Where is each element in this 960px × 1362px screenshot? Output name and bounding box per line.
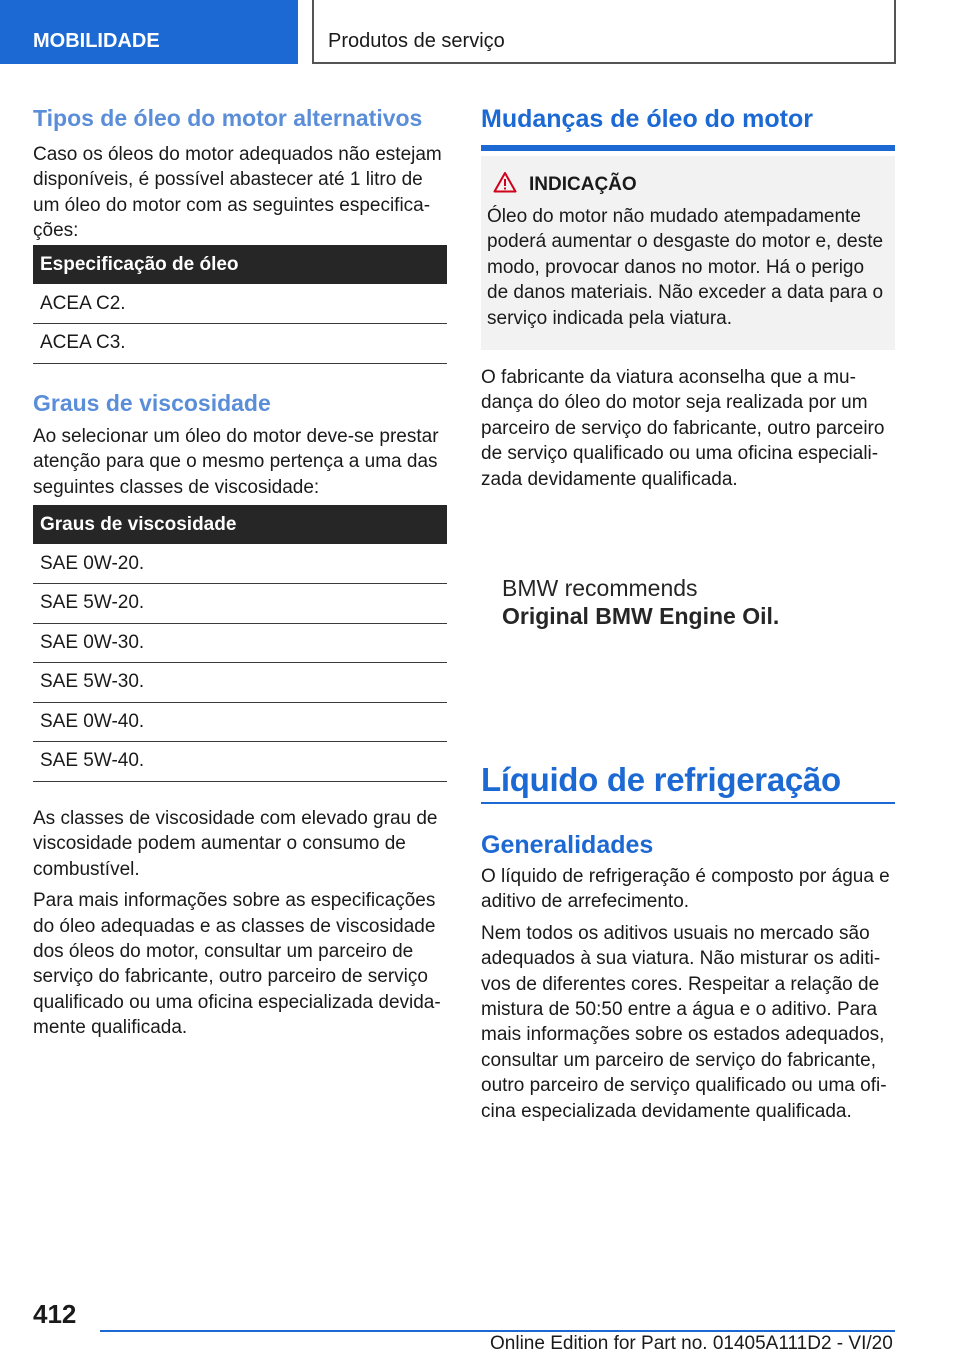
chapter-title: Produtos de serviço (312, 0, 896, 64)
oil-change-body-line: O fabricante da viatura aconselha que a mu‐ (481, 367, 856, 388)
viscosity-table (33, 505, 447, 782)
viscosity-para2-line: do óleo adequadas e as classes de viscosidade (33, 915, 436, 937)
page-number: 412 (33, 1299, 77, 1329)
coolant-para2-line: consultar um parceiro de serviço do fabricante, (481, 1049, 876, 1071)
oil-change-body-line: dança do óleo do motor seja realizada por um (481, 392, 868, 414)
note-line: Óleo do motor não mudado atempadamente (487, 206, 861, 227)
viscosity-para2-line: mente qualificada. (33, 1017, 188, 1039)
oil-change-section (481, 104, 895, 134)
viscosity-para2-line: qualificado ou uma oficina especializada devida‐ (33, 991, 441, 1013)
chapter-rule (481, 802, 895, 804)
footer-rule (100, 1330, 895, 1332)
note-line: serviço indicada pela viatura. (487, 307, 733, 329)
table-row: ACEA C3. (33, 324, 447, 364)
section-tab[interactable]: MOBILIDADE (0, 0, 298, 64)
generalities-heading: Generalidades (481, 831, 654, 859)
viscosity-para1-line: viscosidade podem aumentar o consumo de (33, 833, 406, 855)
coolant-para2-line: Nem todos os aditivos usuais no mercado são (481, 922, 870, 944)
alt-oils-intro-line: Caso os óleos do motor adequados não estejam (33, 144, 442, 165)
viscosity-para2-line: dos óleos do motor, consultar um parceiro de (33, 941, 414, 963)
table-row: SAE 0W-20. (33, 544, 447, 584)
oil-spec-table-header: Especificação de óleo (33, 245, 447, 284)
coolant-para1-line: aditivo de arrefecimento. (481, 891, 690, 913)
viscosity-intro-line: atenção para que o mesmo pertença a uma das (33, 451, 438, 473)
oil-change-body (481, 365, 895, 492)
note-line: de danos materiais. Não exceder a data para o (487, 282, 884, 304)
coolant-para2-line: adequados à sua viatura. Não misturar os aditi‐ (481, 948, 881, 970)
viscosity-notes (33, 806, 447, 1041)
generalities-section (481, 830, 895, 1124)
coolant-para2-line: mistura de 50:50 entre a água e o aditivo. Para (481, 999, 878, 1021)
table-row: SAE 5W-40. (33, 742, 447, 782)
coolant-para2-line: vos de diferentes cores. Respeitar a relação de (481, 973, 880, 995)
logo-line-2: Original BMW Engine Oil. (502, 603, 780, 629)
coolant-chapter (481, 760, 895, 800)
table-row: SAE 0W-30. (33, 623, 447, 663)
warning-triangle-icon (487, 171, 529, 199)
viscosity-para2-line: serviço do fabricante, outro parceiro de serviço (33, 966, 428, 988)
alt-oils-intro-line: ções: (33, 220, 79, 242)
coolant-para2-line: outro parceiro de serviço qualificado ou uma ofi‐ (481, 1075, 887, 1097)
oil-change-heading: Mudanças de óleo do motor (481, 105, 813, 133)
coolant-para2-line: mais informações sobre os estados adequados, (481, 1024, 885, 1046)
note-line: modo, provocar danos no motor. Há o perigo (487, 256, 865, 278)
table-row: ACEA C2. (33, 284, 447, 324)
oil-change-body-line: zada devidamente qualificada. (481, 468, 738, 490)
oil-change-body-line: parceiro de serviço do fabricante, outro parceiro (481, 417, 885, 439)
viscosity-para1-line: combustível. (33, 858, 140, 880)
oil-change-body-line: de serviço qualificado ou uma oficina especiali‐ (481, 443, 879, 465)
coolant-para1-line: O líquido de refrigeração é composto por água e (481, 866, 890, 887)
bmw-oil-recommendation-logo (502, 574, 779, 630)
viscosity-intro-line: seguintes classes de viscosidade: (33, 476, 320, 498)
alt-oils-intro-line: um óleo do motor com as seguintes especifica‐ (33, 194, 431, 216)
note-line: poderá aumentar o desgaste do motor e, deste (487, 231, 884, 253)
footer-edition: Online Edition for Part no. 01405A111D2 - VI/20 (490, 1333, 893, 1354)
viscosity-para2-line: Para mais informações sobre as especificações (33, 890, 436, 912)
coolant-para2-line: cina especializada devidamente qualificada. (481, 1100, 852, 1122)
table-row: SAE 0W-40. (33, 702, 447, 742)
viscosity-intro-line: Ao selecionar um óleo do motor deve-se prestar (33, 426, 439, 447)
table-row: SAE 5W-30. (33, 663, 447, 703)
coolant-chapter-heading: Líquido de refrigeração (481, 761, 841, 798)
alt-oils-intro-line: disponíveis, é possível abastecer até 1 litro de (33, 169, 423, 191)
alt-oils-section (33, 104, 447, 244)
viscosity-heading: Graus de viscosidade (33, 390, 271, 416)
oil-spec-table (33, 245, 447, 364)
viscosity-section (33, 389, 447, 500)
alt-oils-heading: Tipos de óleo do motor alternativos (33, 105, 423, 131)
warning-note (481, 156, 895, 350)
viscosity-para1-line: As classes de viscosidade com elevado grau de (33, 808, 438, 829)
section-rule (481, 145, 895, 151)
table-row: SAE 5W-20. (33, 584, 447, 624)
viscosity-table-header: Graus de viscosidade (33, 505, 447, 544)
note-label: INDICAÇÃO (529, 174, 637, 195)
logo-line-1: BMW recommends (502, 575, 698, 601)
